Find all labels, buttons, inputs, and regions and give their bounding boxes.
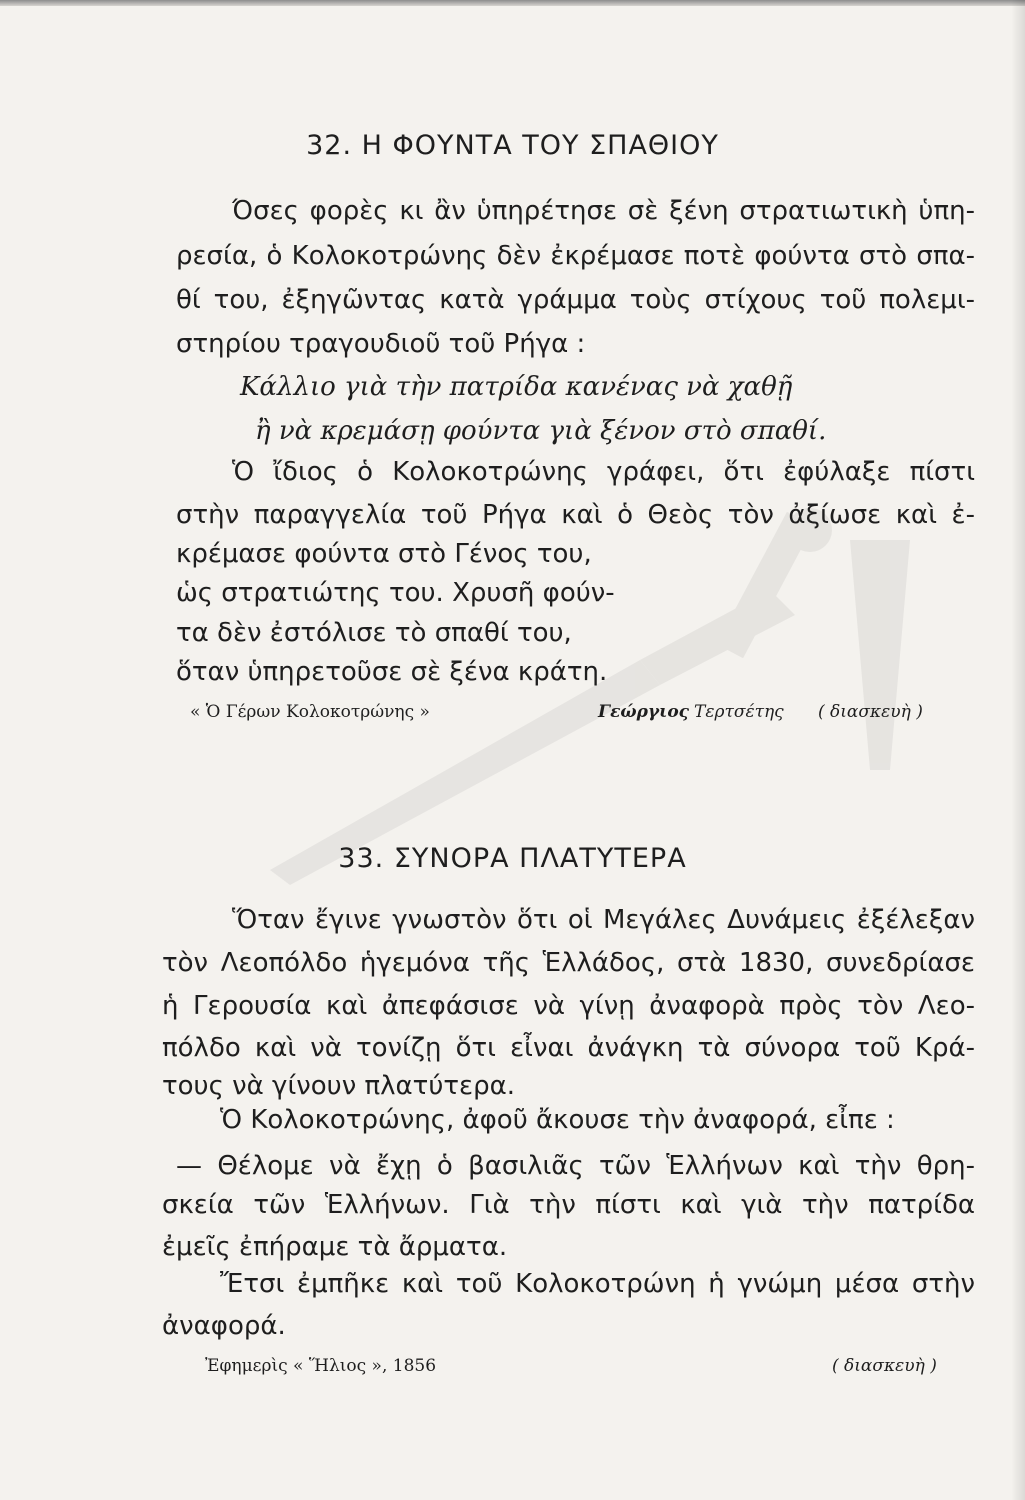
story-33-line: Ἔτσι ἐμπῆκε καὶ τοῦ Κολοκοτρώνη ἡ γνώμη μέσα στὴν: [220, 1269, 975, 1299]
story-32-line: ρεσία, ὁ Κολοκοτρώνης δὲν ἐκρέμασε ποτὲ φούντα στὸ σπα-: [176, 241, 975, 271]
story-33-line: τους νὰ γίνουν πλατύτερα.: [162, 1071, 515, 1101]
story-32-line: θί του, ἐξηγῶντας κατὰ γράμμα τοὺς στίχους τοῦ πολεμι-: [176, 285, 975, 315]
story-32-heading: 32. Η ΦΟΥΝΤΑ ΤΟΥ ΣΠΑΘΙΟΥ: [306, 130, 719, 161]
story-32-line: Ὁ ἴδιος ὁ Κολοκοτρώνης γράφει, ὅτι ἐφύλαξε πίστι: [232, 457, 975, 487]
story-33-source-note: ( διασκευὴ ): [832, 1356, 937, 1376]
story-32-verse-line: Κάλλιο γιὰ τὴν πατρίδα κανένας νὰ χαθῇ: [240, 372, 793, 402]
story-32-line: στὴν παραγγελία τοῦ Ρήγα καὶ ὁ Θεὸς τὸν ἀξίωσε καὶ ἐ-: [176, 500, 975, 530]
story-33-line: πόλδο καὶ νὰ τονίζῃ ὅτι εἶναι ἀνάγκη τὰ σύνορα τοῦ Κρά-: [162, 1033, 975, 1063]
story-32-line: κρέμασε φούντα στὸ Γένος του,: [176, 539, 592, 569]
story-32-verse-line: ἢ νὰ κρεμάσῃ φούντα γιὰ ξένον στὸ σπαθί.: [255, 416, 827, 446]
story-32-line: ὡς στρατιώτης του. Χρυσῆ φούν-: [176, 578, 615, 608]
story-32-line: ὅταν ὑπηρετοῦσε σὲ ξένα κράτη.: [176, 657, 608, 687]
story-33-line: — Θέλομε νὰ ἔχῃ ὁ βασιλιᾶς τῶν Ἑλλήνων καὶ τὴν θρη-: [176, 1151, 975, 1181]
story-32-source-author-first: Γεώργιος: [598, 702, 690, 722]
story-33-line: ἐμεῖς ἐπήραμε τὰ ἄρματα.: [162, 1232, 508, 1262]
page-binding-shadow: [1011, 0, 1025, 1500]
story-33-line: ἀναφορά.: [162, 1311, 286, 1341]
story-33-line: Ὁ Κολοκοτρώνης, ἀφοῦ ἄκουσε τὴν ἀναφορά, εἶπε :: [220, 1105, 895, 1135]
story-32-source-note: ( διασκευὴ ): [818, 702, 923, 722]
story-33-line: Ὅταν ἔγινε γνωστὸν ὅτι οἱ Μεγάλες Δυνάμεις ἐξέλεξαν: [232, 905, 975, 935]
story-33-heading: 33. ΣΥΝΟΡΑ ΠΛΑΤΥΤΕΡΑ: [338, 843, 687, 874]
story-32-line: Όσες φορὲς κι ἂν ὑπηρέτησε σὲ ξένη στρατιωτικὴ ὑπη-: [232, 196, 975, 226]
story-32-line: τα δὲν ἐστόλισε τὸ σπαθί του,: [176, 618, 572, 648]
story-33-source-title: Ἐφημερὶς « Ἥλιος », 1856: [205, 1356, 437, 1376]
story-33-line: σκεία τῶν Ἑλλήνων. Γιὰ τὴν πίστι καὶ γιὰ τὴν πατρίδα: [162, 1190, 975, 1220]
story-32-line: στηρίου τραγουδιοῦ τοῦ Ρήγα :: [176, 329, 586, 359]
story-33-line: τὸν Λεοπόλδο ἡγεμόνα τῆς Ἑλλάδος, στὰ 1830, συνεδρίασε: [162, 948, 975, 978]
story-32-source-title: « Ὁ Γέρων Κολοκοτρώνης »: [190, 702, 430, 722]
story-33-line: ἡ Γερουσία καὶ ἀπεφάσισε νὰ γίνῃ ἀναφορὰ πρὸς τὸν Λεο-: [162, 991, 975, 1021]
page-top-edge: [0, 0, 1025, 6]
story-32-source-author-last: Τερτσέτης: [694, 702, 784, 722]
